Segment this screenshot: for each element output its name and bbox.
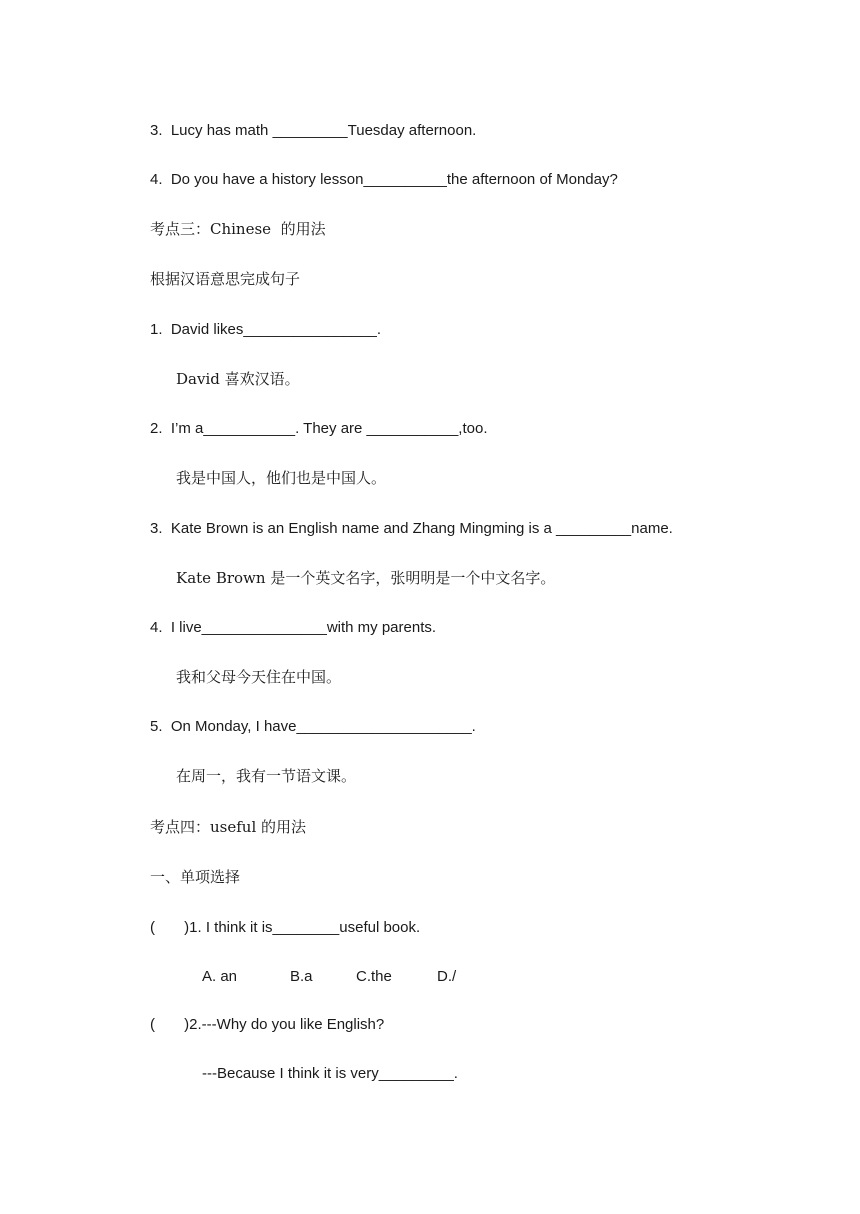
- s3-item-3-chinese: Kate Brown 是一个英文名字，张明明是一个中文名字。: [176, 569, 556, 587]
- section-3-heading: 考点三：Chinese 的用法: [150, 220, 326, 238]
- s3-item-4-chinese: 我和父母今天住在中国。: [176, 668, 342, 686]
- option-c: C.the: [356, 968, 392, 985]
- option-b: B.a: [290, 968, 313, 985]
- section-4-heading: 考点四：useful 的用法: [150, 818, 307, 836]
- section-3-instruction: 根据汉语意思完成句子: [150, 270, 301, 288]
- s4-question-2: ( )2.---Why do you like English?: [150, 1016, 385, 1033]
- s3-item-1-english: 1. David likes________________.: [150, 321, 382, 338]
- question-3-lucy-math: 3. Lucy has math _________Tuesday afternoon.: [150, 122, 477, 139]
- s4-question-1: ( )1. I think it is________useful book.: [150, 919, 421, 936]
- option-a: A. an: [202, 968, 238, 985]
- s3-item-1-chinese: David 喜欢汉语。: [176, 370, 300, 388]
- s3-item-5-chinese: 在周一，我有一节语文课。: [176, 767, 357, 785]
- s3-item-4-english: 4. I live_______________with my parents.: [150, 619, 437, 636]
- s3-item-5-english: 5. On Monday, I have_____________________.: [150, 718, 476, 735]
- s3-item-2-chinese: 我是中国人，他们也是中国人。: [176, 469, 387, 487]
- option-d: D./: [437, 968, 457, 985]
- s3-item-3-english: 3. Kate Brown is an English name and Zhang Mingming is a _________name.: [150, 520, 673, 537]
- question-4-history-lesson: 4. Do you have a history lesson__________the afternoon of Monday?: [150, 171, 618, 188]
- s4-question-2-answer-line: ---Because I think it is very_________.: [202, 1065, 458, 1082]
- s3-item-2-english: 2. I’m a___________. They are ___________,too.: [150, 420, 488, 437]
- section-4-subheading: 一、单项选择: [150, 868, 241, 886]
